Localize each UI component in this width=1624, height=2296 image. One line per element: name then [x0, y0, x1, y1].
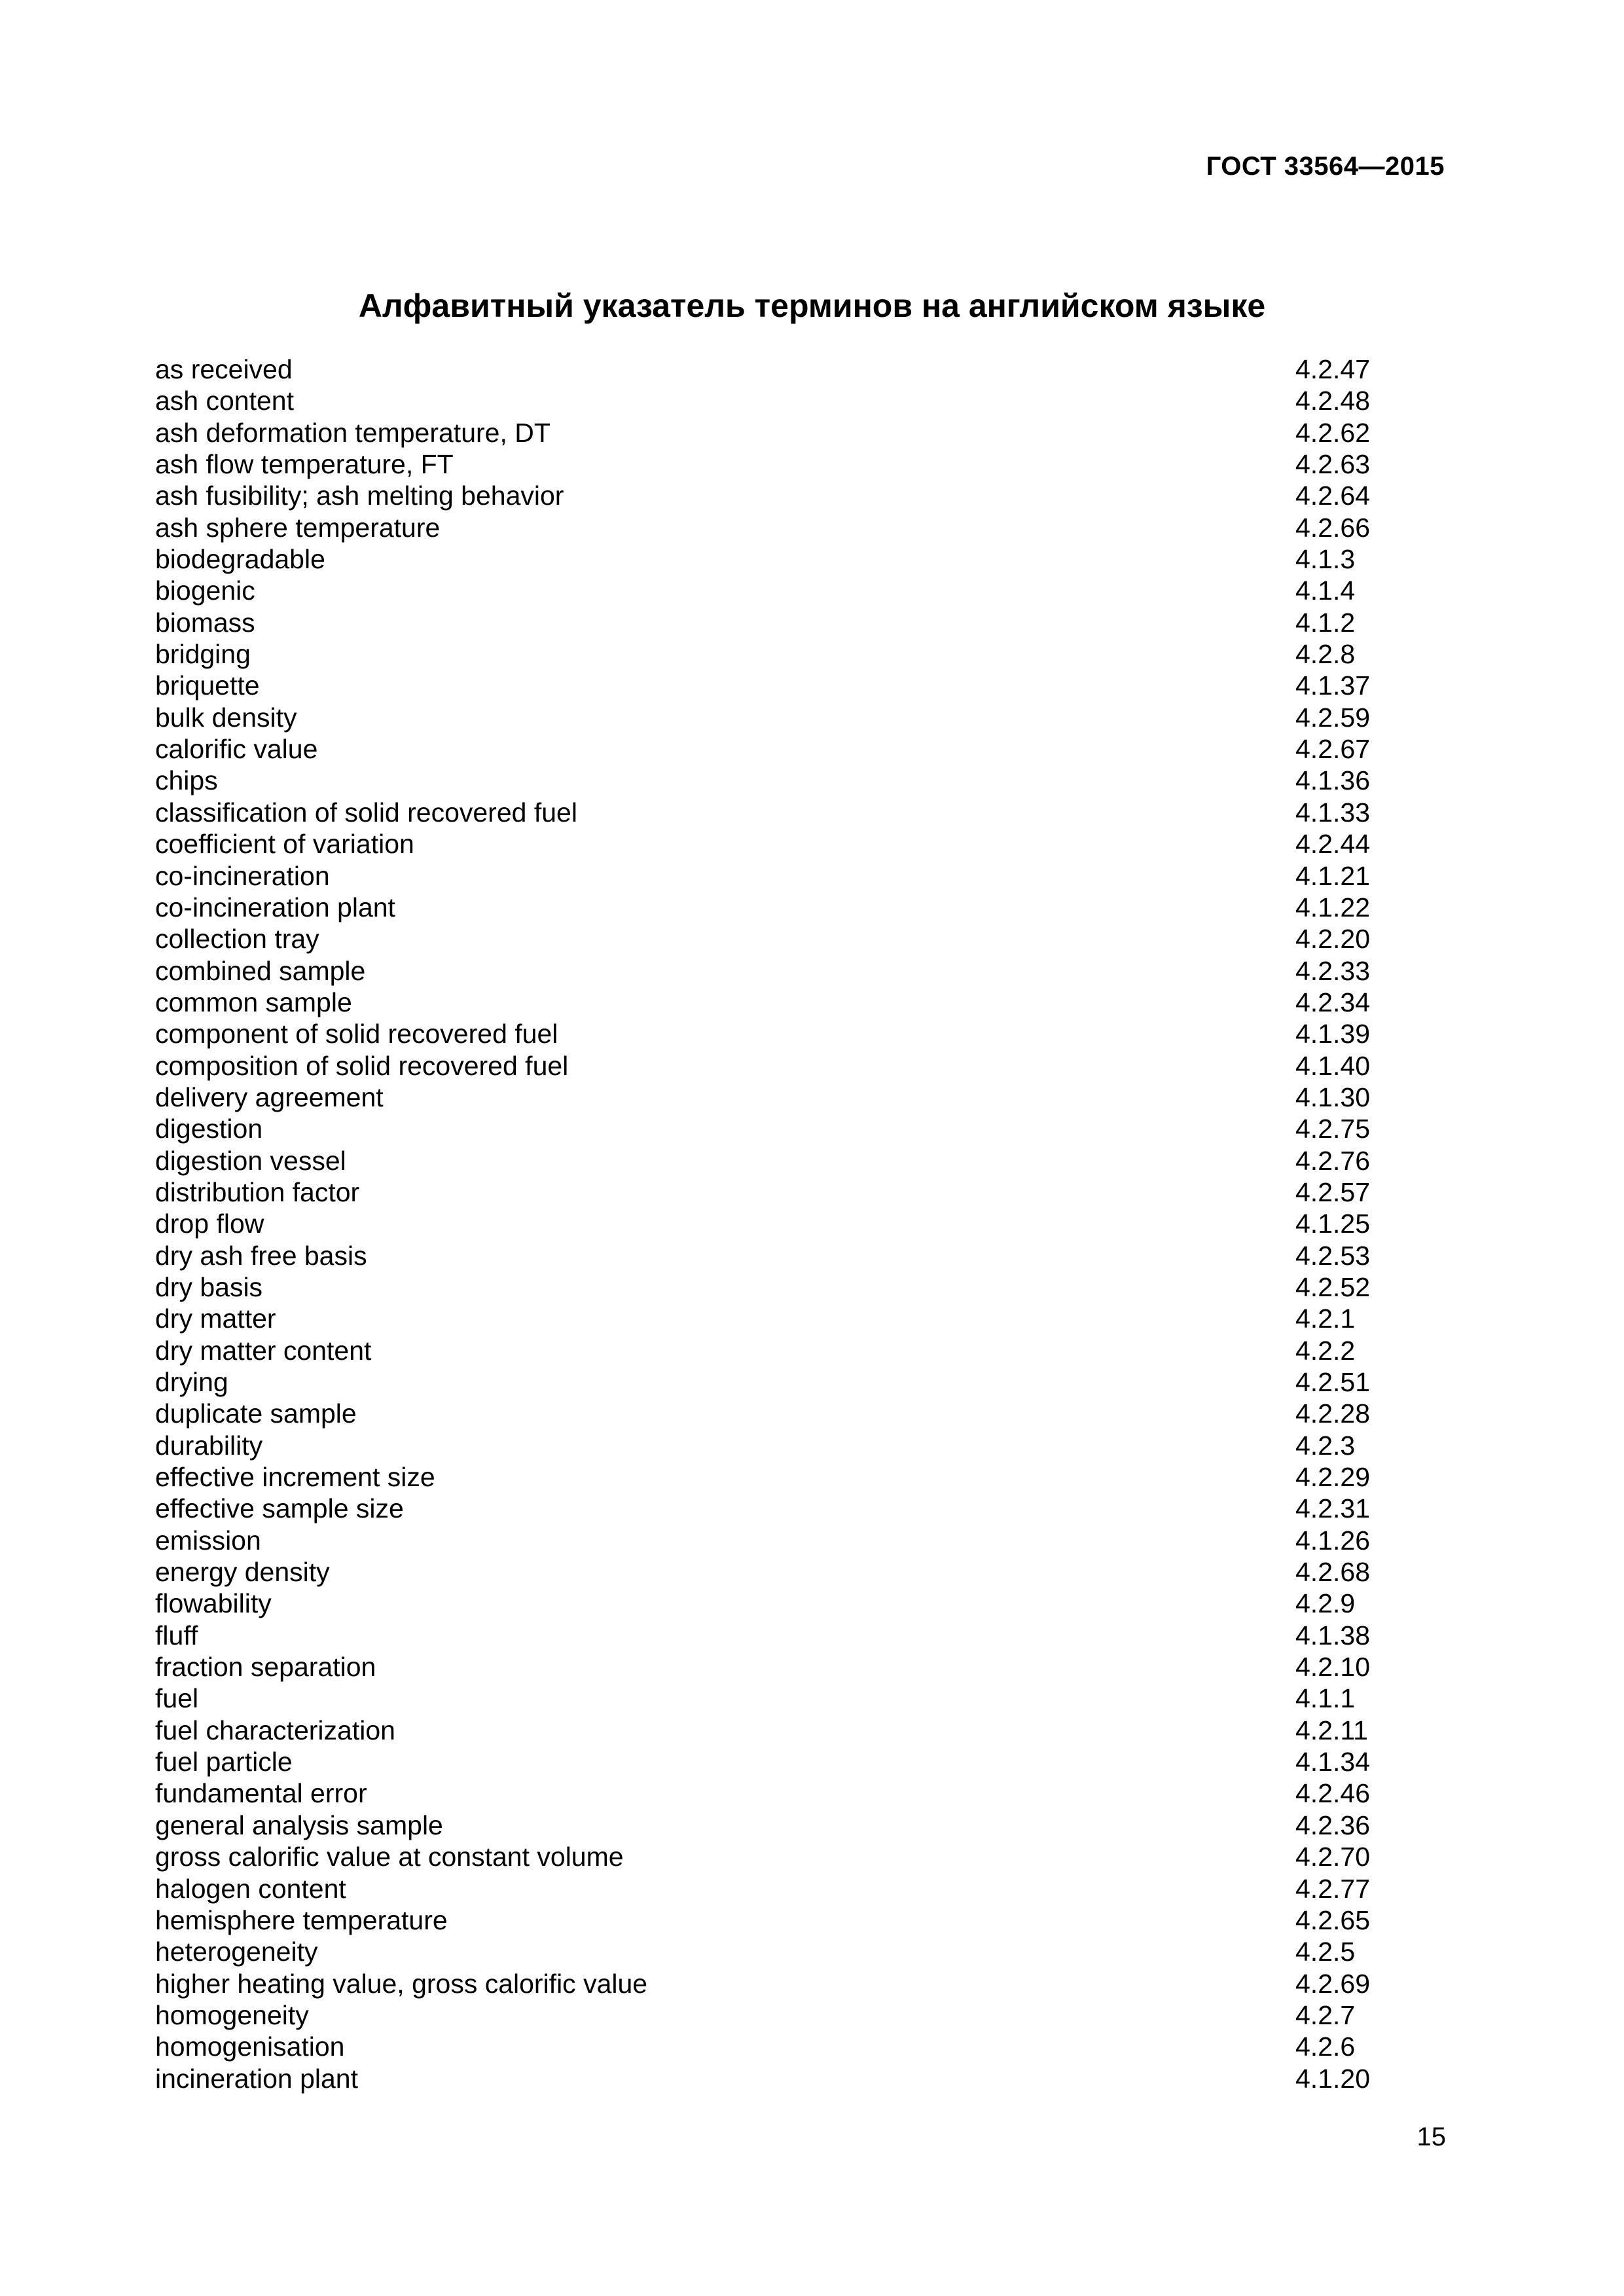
index-term: co-incineration plant [155, 892, 395, 922]
index-term: dry basis [155, 1271, 263, 1302]
index-term: fuel [155, 1683, 199, 1714]
index-term: bridging [155, 639, 251, 670]
index-term: fundamental error [155, 1778, 367, 1809]
index-entry [155, 1588, 1399, 1619]
index-entry [155, 1683, 1399, 1714]
index-entry [155, 1904, 1399, 1936]
index-reference: 4.2.62 [1295, 417, 1370, 448]
index-term: general analysis sample [155, 1810, 443, 1840]
index-term: incineration plant [155, 2063, 358, 2094]
index-term: collection tray [155, 924, 319, 955]
index-entry [155, 1113, 1399, 1144]
index-entry [155, 2031, 1399, 2062]
index-term: chips [155, 765, 218, 796]
index-reference: 4.1.36 [1295, 765, 1370, 796]
index-term: coefficient of variation [155, 829, 414, 860]
index-entry [155, 1303, 1399, 1334]
index-reference: 4.2.63 [1295, 449, 1370, 480]
index-entry [155, 1271, 1399, 1303]
index-reference: 4.2.5 [1295, 1937, 1356, 1967]
index-entry [155, 1841, 1399, 1872]
index-reference: 4.1.34 [1295, 1747, 1370, 1777]
index-term: emission [155, 1525, 261, 1556]
index-reference: 4.2.47 [1295, 354, 1370, 384]
index-entry [155, 860, 1399, 892]
index-reference: 4.2.20 [1295, 924, 1370, 955]
index-reference: 4.2.76 [1295, 1145, 1370, 1176]
index-term: ash fusibility; ash melting behavior [155, 481, 564, 511]
index-reference: 4.1.30 [1295, 1082, 1370, 1112]
index-term: ash deformation temperature, DT [155, 417, 550, 448]
index-entry [155, 1873, 1399, 1904]
index-entry [155, 1018, 1399, 1049]
index-reference: 4.2.77 [1295, 1873, 1370, 1904]
index-term: dry ash free basis [155, 1240, 367, 1271]
index-entry [155, 575, 1399, 606]
index-reference: 4.2.11 [1295, 1715, 1368, 1745]
index-entry [155, 1050, 1399, 1082]
index-reference: 4.2.59 [1295, 702, 1370, 733]
index-reference: 4.2.67 [1295, 734, 1370, 765]
index-reference: 4.2.34 [1295, 987, 1370, 1017]
index-reference: 4.2.6 [1295, 2032, 1356, 2062]
index-term: bulk density [155, 702, 297, 733]
index-entry [155, 2063, 1399, 2094]
index-entry [155, 1651, 1399, 1683]
index-term: combined sample [155, 955, 366, 986]
index-term: fluff [155, 1620, 198, 1650]
index-reference: 4.2.44 [1295, 829, 1370, 860]
index-entry [155, 702, 1399, 733]
index-entry [155, 1525, 1399, 1556]
index-reference: 4.2.1 [1295, 1303, 1356, 1334]
index-term: co-incineration [155, 860, 330, 891]
index-entry [155, 1240, 1399, 1271]
index-entry [155, 543, 1399, 575]
index-entry [155, 1968, 1399, 1999]
index-reference: 4.2.64 [1295, 481, 1370, 511]
index-reference: 4.2.7 [1295, 1999, 1356, 2030]
index-reference: 4.2.31 [1295, 1493, 1370, 1524]
index-reference: 4.2.53 [1295, 1240, 1370, 1271]
index-reference: 4.2.33 [1295, 955, 1370, 986]
index-entry [155, 1715, 1399, 1746]
index-entry [155, 638, 1399, 670]
index-reference: 4.2.52 [1295, 1271, 1370, 1302]
index-entry [155, 1746, 1399, 1777]
index-term: digestion vessel [155, 1145, 346, 1176]
index-reference: 4.2.51 [1295, 1367, 1370, 1397]
index-reference: 4.2.57 [1295, 1176, 1370, 1207]
index-term: calorific value [155, 734, 318, 765]
index-entry [155, 923, 1399, 955]
index-entry [155, 448, 1399, 480]
index-entry [155, 1810, 1399, 1841]
index-term: energy density [155, 1557, 330, 1588]
index-entry [155, 670, 1399, 701]
index-entry [155, 480, 1399, 511]
index-term: composition of solid recovered fuel [155, 1050, 569, 1081]
index-reference: 4.2.48 [1295, 386, 1370, 416]
index-entry [155, 1620, 1399, 1651]
index-entry [155, 354, 1399, 385]
index-reference: 4.1.33 [1295, 797, 1370, 828]
index-entry [155, 828, 1399, 860]
index-entry [155, 417, 1399, 448]
index-reference: 4.1.40 [1295, 1050, 1370, 1081]
index-term: fuel characterization [155, 1715, 395, 1745]
index-entry [155, 512, 1399, 543]
page-number: 15 [1416, 2123, 1446, 2151]
index-reference: 4.2.36 [1295, 1810, 1370, 1840]
index-reference: 4.1.20 [1295, 2063, 1370, 2094]
index-term: briquette [155, 670, 260, 701]
index-entry [155, 1398, 1399, 1429]
index-term: classification of solid recovered fuel [155, 797, 577, 828]
index-reference: 4.2.66 [1295, 512, 1370, 543]
index-entry [155, 892, 1399, 923]
index-entry [155, 1493, 1399, 1524]
index-reference: 4.1.26 [1295, 1525, 1370, 1556]
index-reference: 4.2.8 [1295, 639, 1356, 670]
index-reference: 4.2.70 [1295, 1842, 1370, 1872]
index-term: distribution factor [155, 1176, 360, 1207]
index-reference: 4.1.25 [1295, 1209, 1370, 1239]
index-term: component of solid recovered fuel [155, 1019, 558, 1049]
index-reference: 4.1.37 [1295, 670, 1370, 701]
index-entry [155, 1556, 1399, 1588]
index-entry [155, 765, 1399, 796]
index-entry [155, 955, 1399, 987]
index-reference: 4.1.21 [1295, 860, 1370, 891]
index-term: effective sample size [155, 1493, 404, 1524]
index-term: dry matter [155, 1303, 276, 1334]
index-reference: 4.2.69 [1295, 1968, 1370, 1999]
index-entry [155, 1461, 1399, 1493]
index-term: ash flow temperature, FT [155, 449, 454, 480]
index-entry [155, 1082, 1399, 1113]
index-entry [155, 1999, 1399, 2031]
index-term: homogenisation [155, 2032, 345, 2062]
index-reference: 4.1.22 [1295, 892, 1370, 922]
index-term: higher heating value, gross calorific value [155, 1968, 648, 1999]
index-term: durability [155, 1430, 263, 1461]
index-term: duplicate sample [155, 1398, 357, 1429]
index-reference: 4.2.10 [1295, 1652, 1370, 1683]
index-term: homogeneity [155, 1999, 309, 2030]
index-term: as received [155, 354, 293, 384]
index-term: fraction separation [155, 1652, 376, 1683]
index-term: dry matter content [155, 1335, 372, 1366]
index-entry [155, 1366, 1399, 1398]
index-entry [155, 1208, 1399, 1239]
index-entry [155, 1936, 1399, 1967]
index-reference: 4.1.39 [1295, 1019, 1370, 1049]
index-entry [155, 1145, 1399, 1176]
index-term: biogenic [155, 575, 255, 606]
document-header: ГОСТ 33564—2015 [1206, 152, 1445, 181]
page-title: Алфавитный указатель терминов на английском языке [358, 287, 1266, 324]
index-entry [155, 385, 1399, 416]
index-reference: 4.1.3 [1295, 544, 1356, 575]
index-reference: 4.2.9 [1295, 1588, 1356, 1619]
index-term: ash content [155, 386, 294, 416]
index-reference: 4.1.2 [1295, 607, 1356, 638]
index-reference: 4.1.38 [1295, 1620, 1370, 1650]
index-entry [155, 987, 1399, 1018]
index-entry [155, 1176, 1399, 1208]
index-term: gross calorific value at constant volume [155, 1842, 624, 1872]
index-term: heterogeneity [155, 1937, 318, 1967]
index-reference: 4.2.75 [1295, 1114, 1370, 1144]
index-entry [155, 1777, 1399, 1809]
index-entry [155, 733, 1399, 765]
index-term: hemisphere temperature [155, 1904, 448, 1935]
index-term: drop flow [155, 1209, 264, 1239]
index-term: halogen content [155, 1873, 346, 1904]
index-reference: 4.2.2 [1295, 1335, 1356, 1366]
index-term: digestion [155, 1114, 263, 1144]
index-reference: 4.2.46 [1295, 1778, 1370, 1809]
index-reference: 4.2.65 [1295, 1904, 1370, 1935]
index-reference: 4.2.29 [1295, 1462, 1370, 1493]
index-term: fuel particle [155, 1747, 293, 1777]
index-term: delivery agreement [155, 1082, 384, 1112]
index-term: ash sphere temperature [155, 512, 441, 543]
index-term: flowability [155, 1588, 272, 1619]
index-entry [155, 1335, 1399, 1366]
index-term: biomass [155, 607, 255, 638]
index-reference: 4.1.4 [1295, 575, 1356, 606]
index-entry [155, 607, 1399, 638]
index-reference: 4.2.68 [1295, 1557, 1370, 1588]
term-index-list [155, 354, 1399, 2094]
index-entry [155, 1430, 1399, 1461]
index-reference: 4.1.1 [1295, 1683, 1356, 1714]
index-reference: 4.2.3 [1295, 1430, 1356, 1461]
index-term: effective increment size [155, 1462, 435, 1493]
index-term: drying [155, 1367, 228, 1397]
index-term: common sample [155, 987, 352, 1017]
index-term: biodegradable [155, 544, 325, 575]
index-reference: 4.2.28 [1295, 1398, 1370, 1429]
index-entry [155, 797, 1399, 828]
